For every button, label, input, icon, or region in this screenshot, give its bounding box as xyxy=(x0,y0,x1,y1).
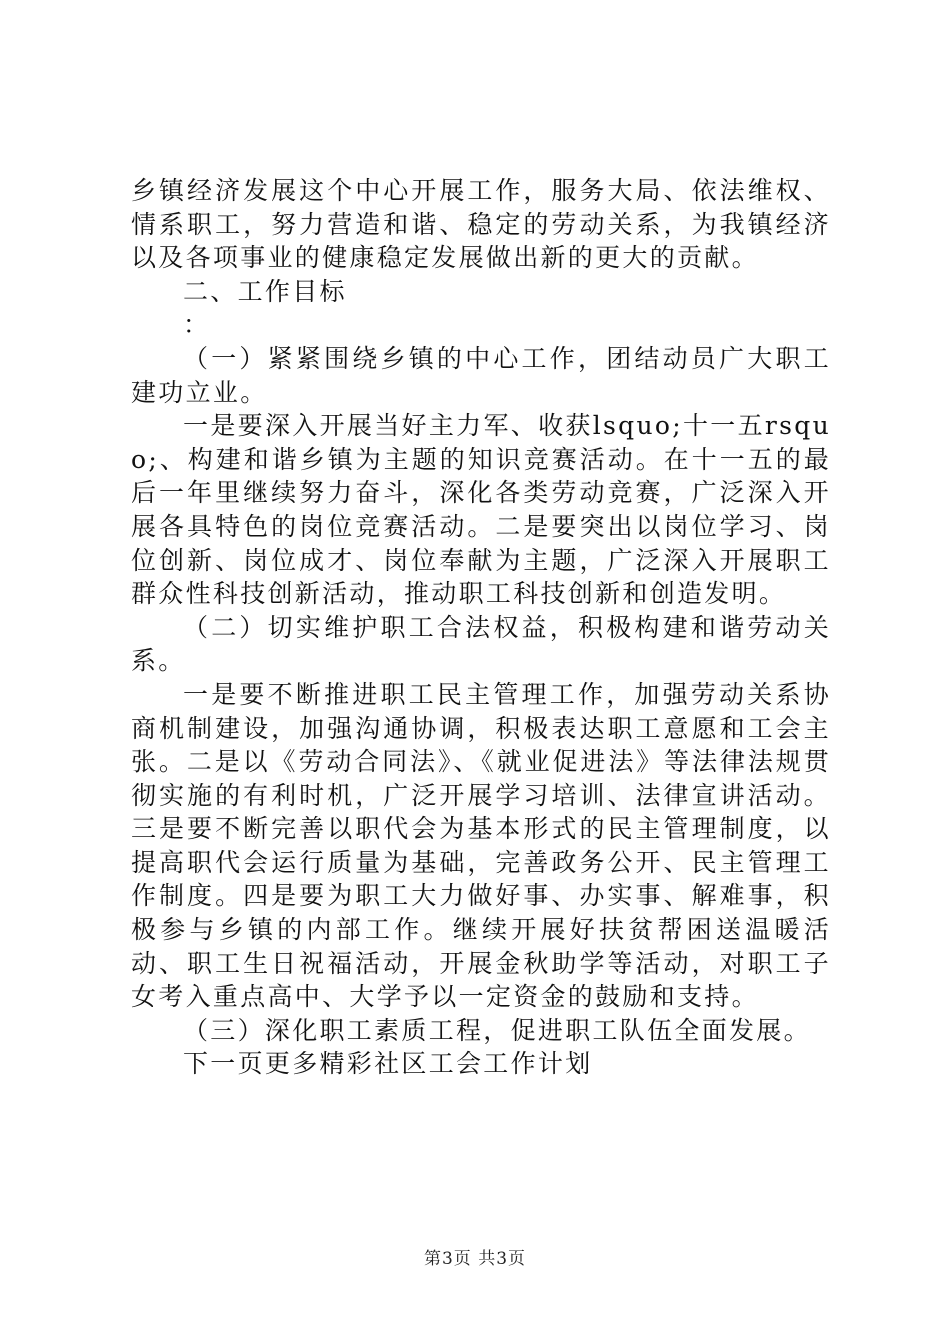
subsection-heading: （三）深化职工素质工程，促进职工队伍全面发展。 xyxy=(183,1015,811,1045)
subsection-heading: （一）紧紧围绕乡镇的中心工作，团结动员广大职工建功立业。 xyxy=(131,343,831,407)
paragraph: 一是要深入开展当好主力军、收获lsquo;十一五rsquo;、构建和谐乡镇为主题的知识竞赛活动。在十一五的最后一年里继续努力奋斗，深化各类劳动竞赛，广泛深入开展各具特色的岗位竞赛活动。二是要突出以岗位学习、岗位创新、岗位成才、岗位奉献为主题，广泛深入开展职工群众性科技创新活动，推动职工科技创新和创造发明。 xyxy=(131,411,831,609)
subsection-heading: （二）切实维护职工合法权益，积极构建和谐劳动关系。 xyxy=(131,612,831,676)
page-number-footer: 第3页 共3页 xyxy=(423,1249,527,1269)
paragraph: ： xyxy=(183,310,211,340)
paragraph: 乡镇经济发展这个中心开展工作，服务大局、依法维权、情系职工，努力营造和谐、稳定的劳动关系，为我镇经济以及各项事业的健康稳定发展做出新的更大的贡献。 xyxy=(131,176,831,273)
section-heading: 二、工作目标 xyxy=(183,276,347,306)
document-body xyxy=(131,174,831,1081)
paragraph: 一是要不断推进职工民主管理工作，加强劳动关系协商机制建设，加强沟通协调，积极表达职工意愿和工会主张。二是以《劳动合同法》、《就业促进法》等法律法规贯彻实施的有利时机，广泛开展学习培训、法律宣讲活动。三是要不断完善以职代会为基本形式的民主管理制度，以提高职代会运行质量为基础，完善政务公开、民主管理工作制度。四是要为职工大力做好事、办实事、解难事，积极参与乡镇的内部工作。继续开展好扶贫帮困送温暖活动、职工生日祝福活动，开展金秋助学等活动，对职工子女考入重点高中、大学予以一定资金的鼓励和支持。 xyxy=(131,679,831,1012)
next-page-link[interactable]: 下一页更多精彩社区工会工作计划 xyxy=(183,1049,593,1079)
